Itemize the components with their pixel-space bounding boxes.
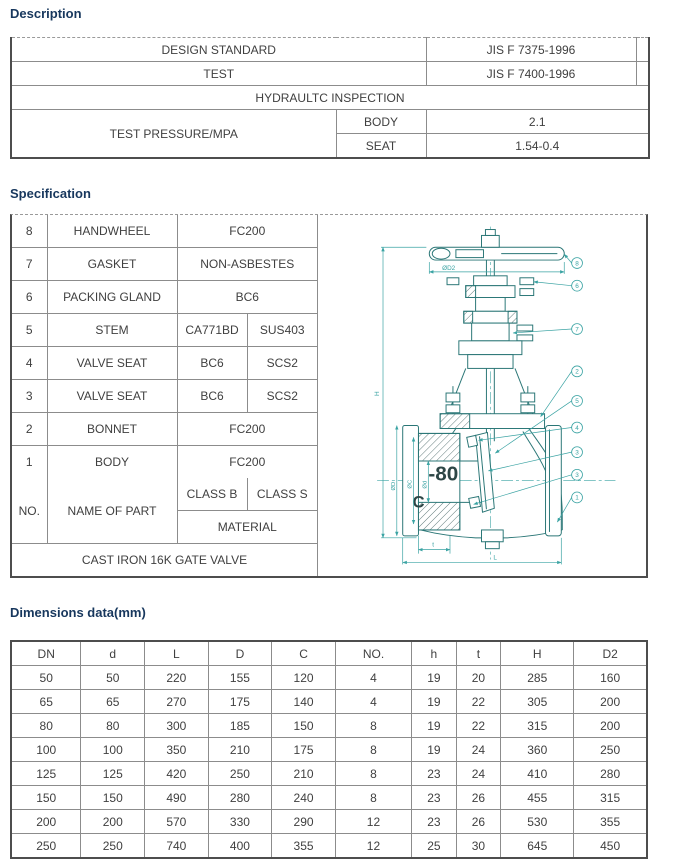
class-s-header: CLASS S (247, 478, 317, 511)
part-no-cell: 1 (12, 446, 47, 479)
dims-value-cell: 19 (412, 714, 457, 738)
dims-value-cell: 12 (335, 834, 411, 859)
dims-value-cell: 300 (145, 714, 209, 738)
seat-value: 1.54-0.4 (426, 134, 649, 159)
svg-text:4: 4 (575, 424, 579, 432)
spec-part-row (12, 446, 317, 479)
no-header: NO. (12, 478, 47, 544)
dims-data-row (11, 738, 647, 762)
spec-part-row (12, 215, 317, 248)
table-row (12, 478, 317, 511)
dims-value-cell: 125 (81, 762, 145, 786)
table-row (11, 86, 649, 110)
dims-value-cell: 570 (145, 810, 209, 834)
dims-value-cell: 100 (81, 738, 145, 762)
dims-value-cell: 22 (456, 714, 501, 738)
dims-value-cell: 315 (574, 786, 647, 810)
dims-header-cell: t (456, 641, 501, 666)
dims-value-cell: 210 (208, 738, 272, 762)
test-label: TEST (11, 62, 426, 86)
dims-value-cell: 8 (335, 738, 411, 762)
part-no-cell: 4 (12, 347, 47, 380)
dims-value-cell: 65 (11, 690, 81, 714)
dim-label-bolt-circle: ØC (407, 479, 414, 489)
dims-value-cell: 19 (412, 738, 457, 762)
dims-header-cell: h (412, 641, 457, 666)
dims-value-cell: 150 (272, 714, 336, 738)
svg-text:3: 3 (575, 449, 579, 457)
part-material-class-s-cell: SCS2 (247, 380, 317, 413)
dims-value-cell: 26 (456, 786, 501, 810)
table-row (12, 544, 317, 577)
dims-value-cell: 240 (272, 786, 336, 810)
dims-data-row (11, 762, 647, 786)
stamp-class-text: C (412, 492, 425, 512)
dims-value-cell: 410 (501, 762, 574, 786)
dims-value-cell: 8 (335, 714, 411, 738)
dims-value-cell: 270 (145, 690, 209, 714)
dims-value-cell: 490 (145, 786, 209, 810)
dims-data-row (11, 666, 647, 690)
dims-value-cell: 250 (11, 834, 81, 859)
dims-value-cell: 22 (456, 690, 501, 714)
spec-part-row (12, 314, 317, 347)
dims-value-cell: 8 (335, 786, 411, 810)
dims-header-row (11, 641, 647, 666)
dims-value-cell: 305 (501, 690, 574, 714)
part-no-cell: 3 (12, 380, 47, 413)
part-name-cell: VALVE SEAT (47, 380, 177, 413)
dims-value-cell: 200 (11, 810, 81, 834)
part-name-cell: BODY (47, 446, 177, 479)
empty-cell (636, 62, 649, 86)
dims-header-cell: L (145, 641, 209, 666)
part-name-cell: BONNET (47, 413, 177, 446)
dims-value-cell: 155 (208, 666, 272, 690)
part-no-cell: 5 (12, 314, 47, 347)
part-name-cell: PACKING GLAND (47, 281, 177, 314)
part-name-cell: VALVE SEAT (47, 347, 177, 380)
dims-value-cell: 330 (208, 810, 272, 834)
dims-value-cell: 250 (574, 738, 647, 762)
dims-value-cell: 420 (145, 762, 209, 786)
callout-3 (488, 447, 582, 471)
dims-value-cell: 23 (412, 810, 457, 834)
dims-value-cell: 400 (208, 834, 272, 859)
part-material-cell: FC200 (177, 413, 317, 446)
dim-label-height: H (374, 391, 382, 396)
svg-text:3: 3 (575, 472, 579, 480)
dims-data-row (11, 690, 647, 714)
dims-value-cell: 250 (81, 834, 145, 859)
dims-value-cell: 19 (412, 666, 457, 690)
dims-data-row (11, 834, 647, 859)
dims-value-cell: 350 (145, 738, 209, 762)
part-material-class-s-cell: SUS403 (247, 314, 317, 347)
spec-part-row (12, 380, 317, 413)
part-material-class-b-cell: BC6 (177, 380, 247, 413)
svg-text:6: 6 (575, 282, 579, 290)
dims-value-cell: 360 (501, 738, 574, 762)
dims-header-cell: H (501, 641, 574, 666)
dims-value-cell: 450 (574, 834, 647, 859)
dims-header-cell: NO. (335, 641, 411, 666)
test-value: JIS F 7400-1996 (426, 62, 636, 86)
hydraulic-inspection-label: HYDRAULTC INSPECTION (11, 86, 649, 110)
dims-data-row (11, 714, 647, 738)
dims-value-cell: 200 (574, 690, 647, 714)
dim-label-bore: Ød (422, 480, 429, 489)
dims-value-cell: 160 (574, 666, 647, 690)
part-material-cell: FC200 (177, 215, 317, 248)
dims-value-cell: 30 (456, 834, 501, 859)
svg-text:5: 5 (575, 398, 579, 406)
part-material-cell: FC200 (177, 446, 317, 479)
valve-drawing (318, 215, 646, 576)
dims-value-cell: 24 (456, 762, 501, 786)
empty-cell (636, 38, 649, 62)
dims-value-cell: 50 (81, 666, 145, 690)
dim-label-thickness: t (432, 541, 435, 549)
dim-label-length: L (493, 554, 497, 562)
design-standard-label: DESIGN STANDARD (11, 38, 426, 62)
dims-value-cell: 185 (208, 714, 272, 738)
dims-value-cell: 120 (272, 666, 336, 690)
dims-value-cell: 8 (335, 762, 411, 786)
dims-value-cell: 200 (574, 714, 647, 738)
part-no-cell: 7 (12, 248, 47, 281)
callout-8 (564, 254, 582, 268)
dims-value-cell: 280 (574, 762, 647, 786)
dims-header-cell: D (208, 641, 272, 666)
specification-block (10, 214, 648, 578)
dims-value-cell: 355 (574, 810, 647, 834)
handwheel (429, 230, 564, 261)
svg-text:1: 1 (575, 494, 579, 502)
svg-text:7: 7 (575, 326, 579, 334)
dims-value-cell: 20 (456, 666, 501, 690)
dims-header-cell: C (272, 641, 336, 666)
dims-value-cell: 250 (208, 762, 272, 786)
body-label: BODY (336, 110, 426, 134)
dims-header-cell: DN (11, 641, 81, 666)
dims-value-cell: 455 (501, 786, 574, 810)
valve-drawing-area (317, 215, 646, 576)
dim-label-handwheel-dia: ØD2 (442, 264, 456, 272)
dims-value-cell: 285 (501, 666, 574, 690)
table-row (11, 62, 649, 86)
valve-title-cell: CAST IRON 16K GATE VALVE (12, 544, 317, 577)
body-value: 2.1 (426, 110, 649, 134)
material-header: MATERIAL (177, 511, 317, 544)
part-name-cell: STEM (47, 314, 177, 347)
dims-value-cell: 24 (456, 738, 501, 762)
spec-part-row (12, 413, 317, 446)
dims-value-cell: 290 (272, 810, 336, 834)
spec-part-row (12, 248, 317, 281)
dims-value-cell: 125 (11, 762, 81, 786)
dims-value-cell: 740 (145, 834, 209, 859)
svg-text:8: 8 (575, 260, 579, 268)
part-material-cell: NON-ASBESTES (177, 248, 317, 281)
part-name-cell: HANDWHEEL (47, 215, 177, 248)
part-material-class-b-cell: CA771BD (177, 314, 247, 347)
dims-data-row (11, 786, 647, 810)
dims-value-cell: 175 (272, 738, 336, 762)
dims-data-row (11, 810, 647, 834)
table-row (11, 110, 649, 134)
dims-value-cell: 150 (81, 786, 145, 810)
description-table (10, 37, 650, 159)
part-material-class-s-cell: SCS2 (247, 347, 317, 380)
dims-header-cell: d (81, 641, 145, 666)
seat-label: SEAT (336, 134, 426, 159)
dims-value-cell: 23 (412, 786, 457, 810)
dimensions-table (10, 640, 648, 859)
spec-part-row (12, 281, 317, 314)
dimensions-heading: Dimensions data(mm) (10, 605, 146, 620)
svg-text:2: 2 (575, 368, 579, 376)
test-pressure-label: TEST PRESSURE/MPA (11, 110, 336, 159)
part-no-cell: 8 (12, 215, 47, 248)
class-b-header: CLASS B (177, 478, 247, 511)
table-row (11, 38, 649, 62)
dims-value-cell: 19 (412, 690, 457, 714)
part-material-cell: BC6 (177, 281, 317, 314)
spec-part-row (12, 347, 317, 380)
dims-value-cell: 200 (81, 810, 145, 834)
dims-value-cell: 65 (81, 690, 145, 714)
dims-value-cell: 140 (272, 690, 336, 714)
dims-value-cell: 355 (272, 834, 336, 859)
stamp-size-text: -80 (428, 462, 459, 486)
dims-value-cell: 645 (501, 834, 574, 859)
parts-list-table (12, 215, 317, 576)
dims-value-cell: 80 (81, 714, 145, 738)
dims-value-cell: 315 (501, 714, 574, 738)
dims-value-cell: 280 (208, 786, 272, 810)
dims-value-cell: 175 (208, 690, 272, 714)
dims-value-cell: 4 (335, 690, 411, 714)
part-no-cell: 2 (12, 413, 47, 446)
dims-value-cell: 150 (11, 786, 81, 810)
dims-value-cell: 100 (11, 738, 81, 762)
part-no-cell: 6 (12, 281, 47, 314)
design-standard-value: JIS F 7375-1996 (426, 38, 636, 62)
callout-2 (541, 366, 583, 417)
part-material-class-b-cell: BC6 (177, 347, 247, 380)
part-name-cell: GASKET (47, 248, 177, 281)
dims-value-cell: 50 (11, 666, 81, 690)
dims-value-cell: 210 (272, 762, 336, 786)
name-of-part-header: NAME OF PART (47, 478, 177, 544)
description-heading: Description (10, 6, 82, 21)
dims-value-cell: 220 (145, 666, 209, 690)
dims-value-cell: 12 (335, 810, 411, 834)
dims-value-cell: 26 (456, 810, 501, 834)
dims-value-cell: 25 (412, 834, 457, 859)
dims-value-cell: 80 (11, 714, 81, 738)
dims-value-cell: 4 (335, 666, 411, 690)
dims-value-cell: 23 (412, 762, 457, 786)
specification-heading: Specification (10, 186, 91, 201)
callout-6 (534, 280, 583, 291)
dim-label-flange-od: ØD (390, 481, 397, 491)
dims-value-cell: 530 (501, 810, 574, 834)
dims-header-cell: D2 (574, 641, 647, 666)
